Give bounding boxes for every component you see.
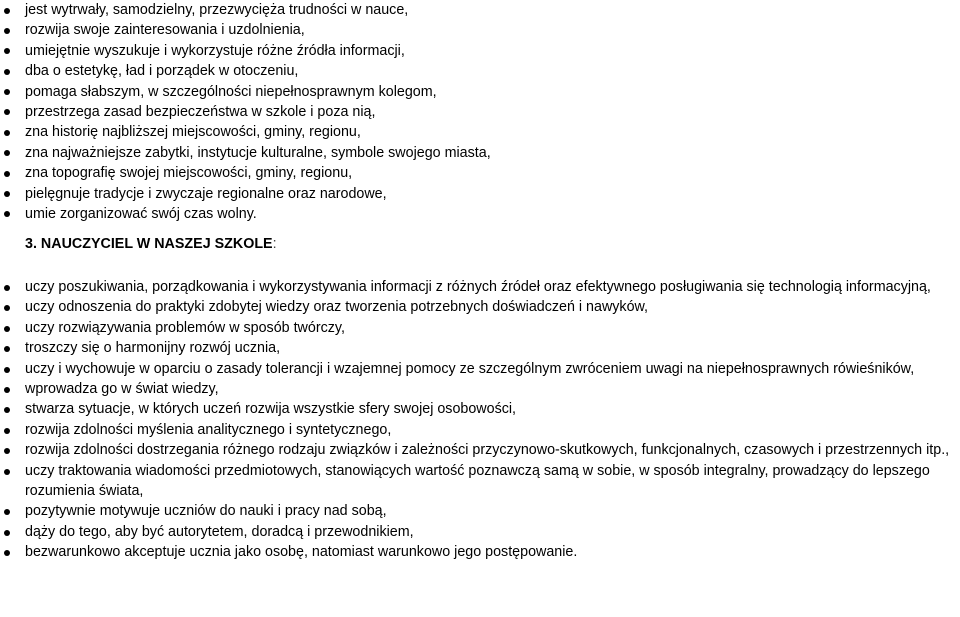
list-item-text: zna topografię swojej miejscowości, gminy, regionu,: [25, 165, 353, 182]
list-item-text: uczy poszukiwania, porządkowania i wykorzystywania informacji z różnych źródeł oraz efektywnego posługiwania się technologią informacyjną,: [25, 279, 931, 295]
list-item: [0, 318, 960, 338]
list-item-text: rozwija swoje zainteresowania i uzdolnienia,: [25, 22, 305, 39]
list-item-text: jest wytrwały, samodzielny, przezwycięża trudności w nauce,: [25, 2, 409, 18]
bullet-icon: [4, 150, 10, 156]
list-item: [0, 204, 960, 224]
bullet-icon: [4, 387, 10, 393]
list-item: [0, 501, 960, 521]
bullet-icon: [4, 367, 10, 373]
list-item: [0, 163, 960, 183]
list-item: [0, 297, 960, 317]
section-number: 3.: [25, 236, 37, 252]
list-item: [0, 338, 960, 358]
bullet-icon: [4, 550, 10, 556]
bullet-icon: [4, 407, 10, 413]
section-title: NAUCZYCIEL W NASZEJ SZKOLE: [40, 236, 273, 252]
bullet-icon: [4, 130, 10, 136]
list-item: [0, 143, 960, 163]
bullet-icon: [4, 428, 10, 434]
bullet-icon: [4, 89, 10, 95]
list-item: [0, 102, 960, 122]
list-item-text: wprowadza go w świat wiedzy,: [25, 381, 219, 398]
list-item: [0, 461, 960, 502]
list-item-text: umie zorganizować swój czas wolny.: [25, 205, 257, 222]
list-item: [0, 420, 960, 440]
list-item: [0, 399, 960, 419]
bullet-icon: [4, 469, 10, 475]
list-item-text: pomaga słabszym, w szczególności niepełnosprawnym kolegom,: [25, 83, 437, 100]
list-item: [0, 184, 960, 204]
bullet-icon: [4, 326, 10, 332]
list-item-text: przestrzega zasad bezpieczeństwa w szkole i poza nią,: [25, 103, 376, 120]
list-item: [0, 522, 960, 542]
list-item-text: uczy rozwiązywania problemów w sposób twórczy,: [25, 319, 345, 336]
list-item-text: uczy odnoszenia do praktyki zdobytej wiedzy oraz tworzenia potrzebnych doświadczeń i nawyków,: [25, 299, 649, 316]
list-item: [0, 61, 960, 81]
bullet-icon: [4, 109, 10, 115]
list-item-text: umiejętnie wyszukuje i wykorzystuje różne źródła informacji,: [25, 42, 405, 59]
list-item-text: dąży do tego, aby być autorytetem, doradcą i przewodnikiem,: [25, 523, 414, 540]
list-item: [0, 359, 960, 379]
bullet-icon: [4, 28, 10, 34]
list-item-text: uczy i wychowuje w oparciu o zasady tolerancji i wzajemnej pomocy ze szczególnym zwróceniem uwagi na niepełnosprawnych rówieśników,: [25, 360, 915, 377]
list-item-text: pielęgnuje tradycje i zwyczaje regionalne oraz narodowe,: [25, 185, 387, 202]
list-item-text: rozwija zdolności dostrzegania różnego rodzaju związków i zależności przyczynowo-skutkowych, funkcjonalnych, czasowych i przestrzennych itp.,: [25, 442, 950, 459]
bullet-icon: [4, 448, 10, 454]
list-item-text: pozytywnie motywuje uczniów do nauki i pracy nad sobą,: [25, 503, 387, 520]
list-item-text: dba o estetykę, ład i porządek w otoczeniu,: [25, 63, 299, 80]
section-heading: [25, 234, 277, 254]
list-item: [0, 379, 960, 399]
list-item: [0, 542, 960, 562]
list-item-text: stwarza sytuacje, w których uczeń rozwija wszystkie sfery swojej osobowości,: [25, 401, 517, 418]
bullet-icon: [4, 305, 10, 311]
bullet-icon: [4, 509, 10, 515]
list-item: [0, 122, 960, 142]
bullet-icon: [4, 211, 10, 217]
list-item-text: zna historię najbliższej miejscowości, gminy, regionu,: [25, 124, 361, 141]
list-item: [0, 20, 960, 40]
bullet-icon: [4, 285, 10, 291]
list-item-text: bezwarunkowo akceptuje ucznia jako osobę, natomiast warunkowo jego postępowanie.: [25, 544, 578, 561]
student-traits-list: [0, 0, 960, 224]
list-item-text: troszczy się o harmonijny rozwój ucznia,: [25, 340, 281, 357]
bullet-icon: [4, 191, 10, 197]
list-item: [0, 277, 960, 297]
list-item-text: uczy traktowania wiadomości przedmiotowych, stanowiących wartość poznawczą samą w sobie, w sposób integralny, prowadzący do lepszego rozumienia świata,: [25, 462, 930, 500]
bullet-icon: [4, 530, 10, 536]
list-item: [0, 41, 960, 61]
section-colon: :: [272, 236, 277, 252]
list-item: [0, 440, 960, 460]
bullet-icon: [4, 171, 10, 177]
bullet-icon: [4, 69, 10, 75]
list-item-text: rozwija zdolności myślenia analitycznego i syntetycznego,: [25, 421, 392, 438]
bullet-icon: [4, 8, 10, 14]
list-item: [0, 0, 960, 20]
teacher-duties-list: [0, 277, 960, 563]
list-item-text: zna najważniejsze zabytki, instytucje kulturalne, symbole swojego miasta,: [25, 144, 491, 161]
list-item: [0, 82, 960, 102]
bullet-icon: [4, 346, 10, 352]
bullet-icon: [4, 48, 10, 54]
